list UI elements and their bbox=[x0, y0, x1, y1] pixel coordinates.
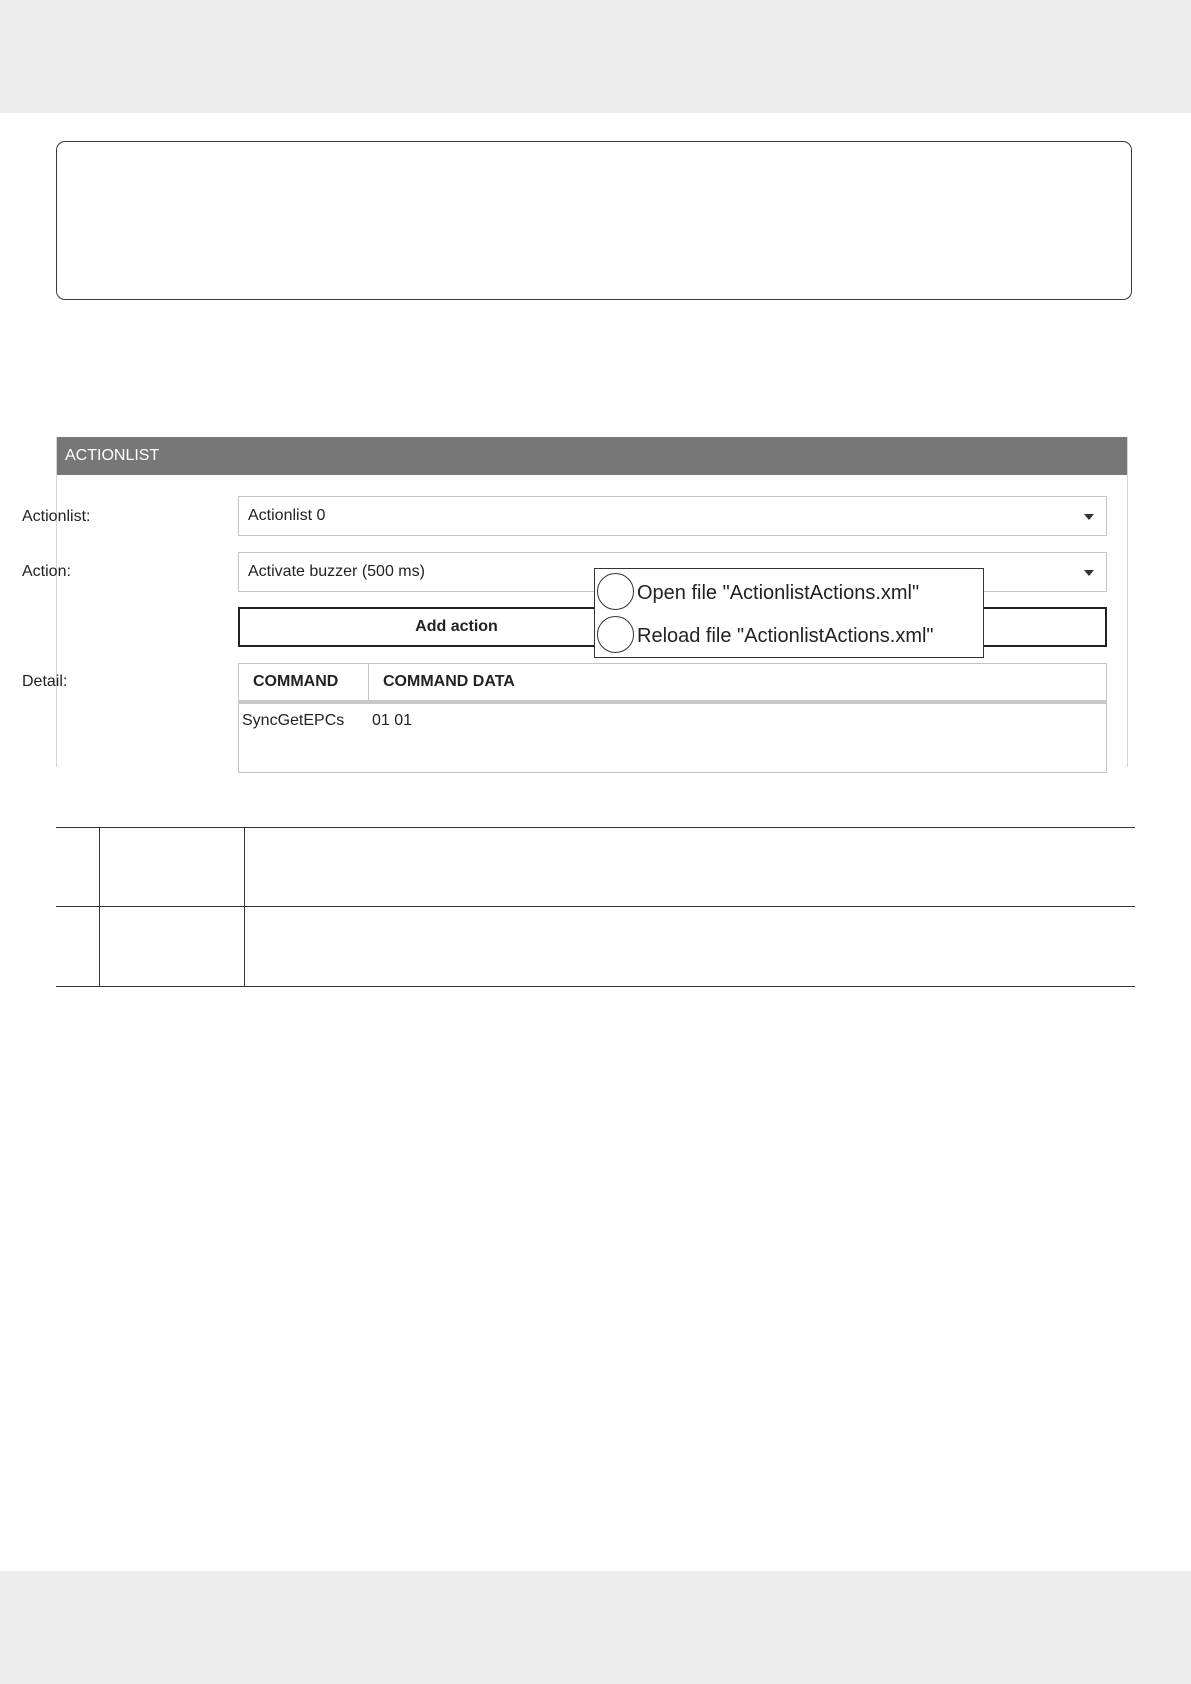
chevron-down-icon bbox=[1084, 570, 1094, 576]
table-cell-command-data: 01 01 bbox=[372, 712, 413, 729]
callout-item-reload-file bbox=[597, 616, 934, 656]
table-cell-command: SyncGetEPCs bbox=[242, 712, 345, 729]
legend-column-divider bbox=[244, 827, 245, 987]
actionlist-select[interactable] bbox=[238, 496, 1107, 536]
chevron-down-icon bbox=[1084, 514, 1094, 520]
detail-label: Detail: bbox=[22, 673, 68, 690]
legend-row-divider bbox=[56, 827, 1135, 828]
circle-marker-icon bbox=[597, 616, 634, 653]
action-select-value: Activate buzzer (500 ms) bbox=[248, 563, 425, 580]
legend-table bbox=[56, 827, 1135, 987]
panel-header: ACTIONLIST bbox=[57, 437, 1128, 475]
callout-item-label: Open file "ActionlistActions.xml" bbox=[637, 582, 920, 604]
page-bottom-band bbox=[0, 1571, 1191, 1684]
legend-column-divider bbox=[99, 827, 100, 987]
circle-marker-icon bbox=[597, 573, 634, 610]
note-box bbox=[56, 141, 1132, 300]
action-label: Action: bbox=[22, 563, 71, 580]
page-top-band bbox=[0, 0, 1191, 113]
add-action-button[interactable]: Add action bbox=[238, 607, 1107, 647]
legend-row-divider bbox=[56, 906, 1135, 907]
actionlist-label: Actionlist: bbox=[22, 508, 91, 525]
column-header-command-data[interactable]: COMMAND DATA bbox=[383, 673, 515, 690]
callout-item-open-file bbox=[597, 573, 919, 613]
legend-row-divider bbox=[56, 986, 1135, 987]
column-header-command[interactable]: COMMAND bbox=[239, 664, 369, 700]
detail-table-header bbox=[239, 664, 1106, 704]
actionlist-select-value: Actionlist 0 bbox=[248, 507, 326, 524]
detail-table bbox=[238, 663, 1107, 773]
callout-item-label: Reload file "ActionlistActions.xml" bbox=[637, 625, 934, 647]
callout-box bbox=[594, 568, 984, 658]
